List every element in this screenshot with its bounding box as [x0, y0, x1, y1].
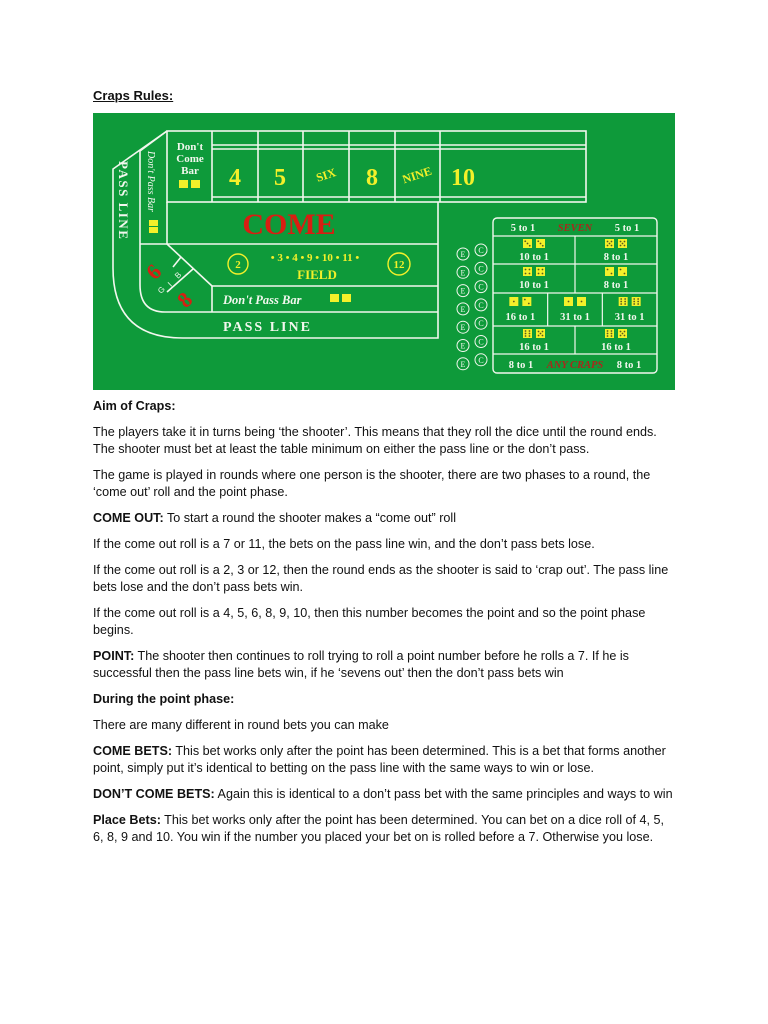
svg-text:8 to 1: 8 to 1	[508, 360, 534, 371]
point-5: 5	[274, 165, 286, 191]
die-icon	[536, 267, 545, 276]
rules-paragraph	[93, 605, 678, 639]
dont-pass-bar-label: Don't Pass Bar	[223, 293, 302, 307]
die-icon	[522, 297, 531, 306]
dont-pass-bar-vertical-label: Don't Pass Bar	[145, 151, 156, 213]
svg-text:G: G	[156, 284, 167, 296]
die-icon	[619, 297, 628, 306]
paragraph-text: There are many different in round bets you can make	[93, 718, 389, 732]
paragraph-text: This bet works only after the point has been determined. This is a bet that forms another point, simply put it’s identical to betting on the pass line with the same ways to win or lose.	[93, 744, 666, 775]
die-icon	[632, 297, 641, 306]
rules-paragraph	[93, 562, 678, 596]
pass-line-bottom-label: PASS LINE	[223, 320, 312, 335]
svg-text:E: E	[460, 268, 466, 278]
svg-text:E: E	[460, 359, 466, 369]
paragraph-text: The game is played in rounds where one person is the shooter, there are two phases to a round, the ‘come out’ roll and the point phase.	[93, 468, 651, 499]
svg-text:E: E	[460, 304, 466, 314]
svg-text:16 to 1: 16 to 1	[505, 312, 536, 323]
paragraph-text: To start a round the shooter makes a “come out” roll	[163, 511, 457, 525]
big-eight: 8	[171, 286, 198, 313]
svg-text:E: E	[460, 323, 466, 333]
svg-text:16 to 1: 16 to 1	[519, 342, 549, 353]
rules-paragraph	[93, 467, 678, 501]
paragraph-heading: During the point phase:	[93, 692, 235, 706]
paragraph-text: If the come out roll is a 4, 5, 6, 8, 9, 10, then this number becomes the point and so the point phase begins.	[93, 606, 646, 637]
svg-text:C: C	[478, 337, 484, 347]
rules-paragraph	[93, 648, 678, 682]
pass-line-vertical-label: PASS LINE	[116, 161, 131, 241]
svg-text:E: E	[460, 250, 466, 259]
rules-paragraph	[93, 743, 678, 777]
paragraph-text: The players take it in turns being ‘the shooter’. This means that they roll the dice until the round ends. The shooter must bet at least the table minimum on either the pass line or the don’t pass.	[93, 425, 657, 456]
svg-text:C: C	[478, 246, 484, 255]
svg-text:31 to 1: 31 to 1	[614, 312, 645, 323]
svg-text:16 to 1: 16 to 1	[601, 342, 631, 353]
svg-text:C: C	[478, 300, 484, 310]
svg-text:Don't: Don't	[176, 141, 204, 153]
rules-paragraph	[93, 812, 678, 846]
svg-text:8 to 1: 8 to 1	[616, 360, 642, 371]
point-10: 10	[451, 165, 475, 191]
come-label: COME	[242, 208, 336, 241]
svg-text:8 to 1: 8 to 1	[603, 280, 629, 291]
die-icon	[523, 267, 532, 276]
paragraph-heading: Aim of Craps:	[93, 399, 176, 413]
die-icon	[523, 329, 532, 338]
svg-text:FIELD: FIELD	[297, 267, 337, 282]
svg-text:5 to 1: 5 to 1	[510, 223, 536, 234]
rules-paragraph	[93, 510, 678, 527]
svg-text:E: E	[460, 286, 466, 296]
paragraph-text: The shooter then continues to roll trying to roll a point number before he rolls a 7. If he is successful then the pass line bets win, if he ‘sevens out’ then the don’t pass bets win	[93, 649, 629, 680]
point-six: SIX	[314, 165, 338, 185]
paragraph-heading: COME BETS:	[93, 744, 173, 758]
paragraph-text: This bet works only after the point has been determined. You can bet on a dice roll of 4, 5, 6, 8, 9 and 10. You win if the number you placed your bet on is rolled before a 7. Otherwise you lose.	[93, 813, 665, 844]
seven-label: SEVEN	[557, 223, 593, 234]
svg-text:31 to 1: 31 to 1	[560, 312, 590, 323]
svg-text:C: C	[478, 319, 484, 329]
svg-text:10 to 1: 10 to 1	[519, 252, 549, 263]
document-title: Craps Rules:	[93, 88, 174, 103]
paragraph-text: If the come out roll is a 2, 3 or 12, then the round ends as the shooter is said to ‘crap out’. The pass line bets lose and the don’t pass bets win.	[93, 563, 669, 594]
rules-paragraph	[93, 691, 678, 708]
svg-text:B: B	[173, 270, 184, 281]
svg-text:8 to 1: 8 to 1	[603, 252, 629, 263]
die-icon	[618, 267, 627, 276]
paragraph-heading: Place Bets:	[93, 813, 161, 827]
svg-text:E: E	[460, 341, 466, 351]
svg-text:C: C	[478, 355, 484, 365]
svg-text:• 3 • 4 • 9 • 10 • 11 •: • 3 • 4 • 9 • 10 • 11 •	[270, 252, 360, 264]
rules-paragraph	[93, 717, 678, 734]
rules-paragraph	[93, 424, 678, 458]
svg-text:Bar: Bar	[181, 165, 199, 177]
rules-paragraph	[93, 536, 678, 553]
paragraph-text: If the come out roll is a 7 or 11, the bets on the pass line win, and the don’t pass bets lose.	[93, 537, 595, 551]
craps-table-image	[93, 113, 675, 390]
svg-text:I: I	[166, 280, 174, 289]
die-icon	[605, 329, 614, 338]
paragraph-heading: COME OUT:	[93, 511, 164, 525]
svg-text:C: C	[478, 282, 484, 292]
paragraph-text: Again this is identical to a don’t pass bet with the same principles and ways to win	[214, 787, 673, 801]
rules-paragraph	[93, 398, 678, 415]
svg-text:2: 2	[235, 259, 241, 271]
point-8: 8	[366, 165, 378, 191]
point-nine: NINE	[400, 163, 434, 187]
svg-text:12: 12	[393, 259, 405, 271]
svg-text:5 to 1: 5 to 1	[614, 223, 640, 234]
point-4: 4	[229, 165, 241, 191]
any-craps-label: ANY CRAPS	[546, 360, 604, 371]
rules-body	[93, 398, 678, 855]
svg-text:Come: Come	[176, 153, 204, 165]
svg-text:C: C	[478, 264, 484, 274]
die-icon	[605, 267, 614, 276]
big-six: 6	[140, 258, 167, 285]
svg-text:10 to 1: 10 to 1	[519, 280, 549, 291]
rules-paragraph	[93, 786, 678, 803]
paragraph-heading: POINT:	[93, 649, 135, 663]
paragraph-heading: DON’T COME BETS:	[93, 787, 215, 801]
